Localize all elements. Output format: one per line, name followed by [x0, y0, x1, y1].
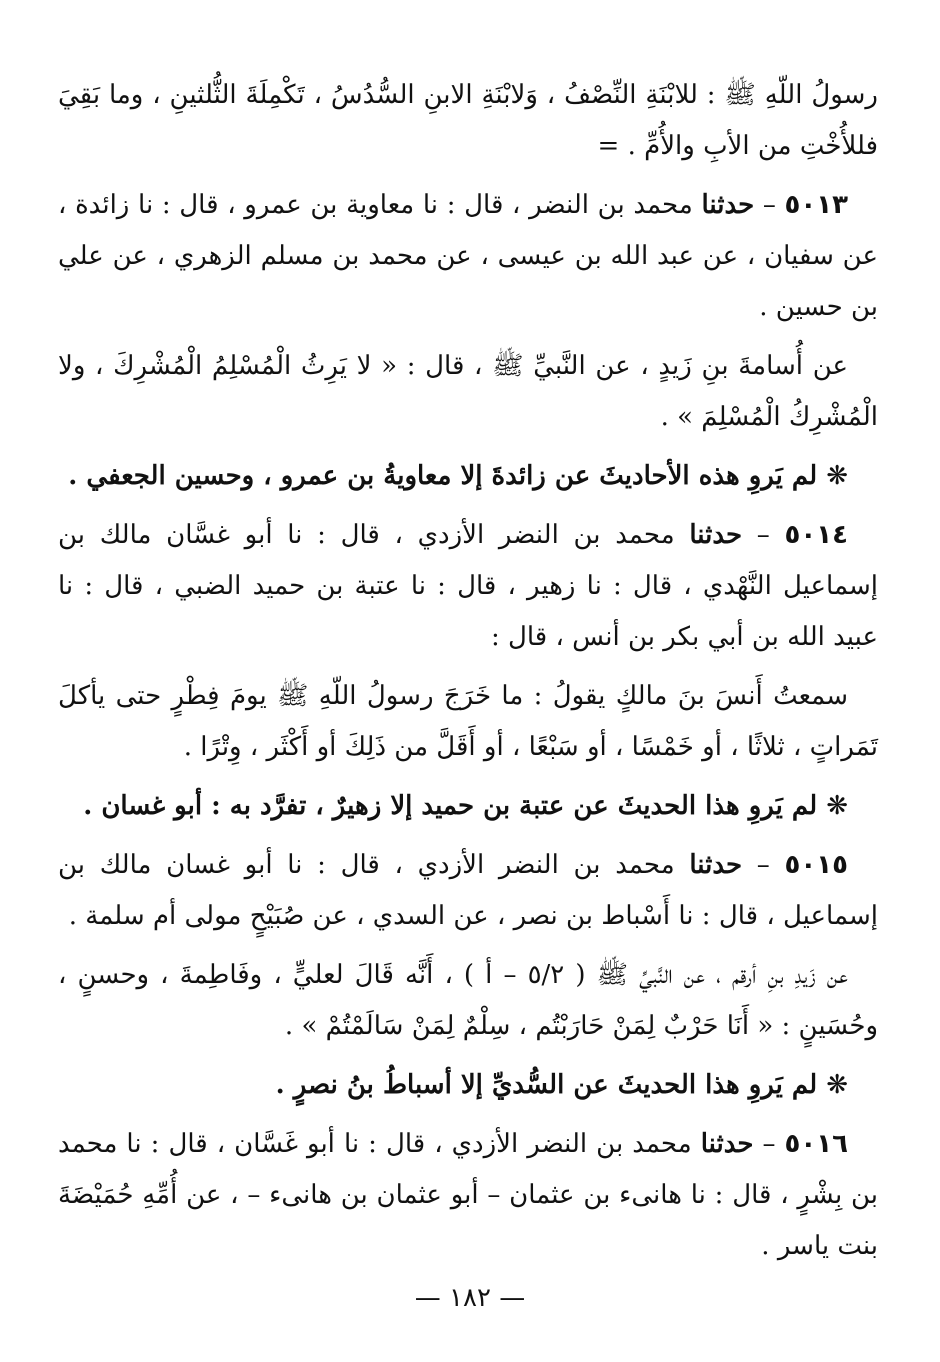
- haddathana-word: حدثنا: [700, 1129, 754, 1159]
- star-icon: ❋: [826, 461, 848, 491]
- hadith-5014-matn: سمعتُ أَنسَ بنَ مالكٍ يقولُ : ما خَرَجَ رسولُ اللّهِ ﷺ يومَ فِطْرٍ حتى يأكلَ تَمَراتٍ ، ثلاثًا ، أو خَمْسًا ، أو سَبْعًا ، أو أَقَلَّ من ذَلِكَ أو أَكْثَر ، وِتْرًا .: [58, 681, 878, 762]
- dash: –: [753, 1129, 785, 1159]
- hadith-5013-matn: عن أُسامةَ بنِ زَيدٍ ، عن النَّبيِّ ﷺ ، قال : « لا يَرِثُ الْمُسْلِمُ الْمُشْرِكَ ، ولا الْمُشْرِكُ الْمُسْلِمَ » .: [58, 351, 878, 432]
- dash: –: [742, 850, 785, 880]
- hadith-5014: [58, 510, 878, 663]
- hadith-number: ٥٠١٥: [784, 850, 848, 880]
- hadith-number: ٥٠١٣: [784, 190, 848, 220]
- hadith-number: ٥٠١٦: [784, 1129, 848, 1159]
- continuation-block: [58, 70, 878, 172]
- hadith-5013-matn-block: [58, 341, 878, 443]
- continuation-text: رسولُ اللّهِ ﷺ : للابْنَةِ النِّصْفُ ، وَلابْنَةِ الابنِ السُّدُسُ ، تَكْمِلَةَ الثُّلثينِ ، وما بَقِيَ فللأُخْتِ من الأبِ والأُمِّ . =: [58, 80, 878, 161]
- haddathana-word: حدثنا: [689, 850, 743, 880]
- dash: –: [742, 520, 785, 550]
- note-text: لم يَروِ هذه الأحاديثَ عن زائدةَ إلا معاويةُ بن عمرو ، وحسين الجعفي .: [68, 461, 827, 491]
- isnad-text: محمد بن النضر الأزدي ، قال : نا أبو غَسَّان ، قال : نا محمد بن بِشْرٍ ، قال : نا هانىء بن عثمان – أبو عثمان بن هانىء – ، عن أُمِّهِ حُمَيْضَةَ بنت ياسر .: [58, 1129, 878, 1261]
- hadith-5014-isnad: [58, 510, 878, 663]
- note-5013: [58, 451, 878, 502]
- page-body: [58, 70, 878, 1280]
- dash: –: [754, 190, 785, 220]
- page-number: — ١٨٢ —: [414, 1283, 526, 1313]
- hadith-5016-isnad: [58, 1119, 878, 1272]
- hadith-5015-matn-block: [58, 950, 878, 1052]
- star-icon: ❋: [826, 791, 848, 821]
- hadith-5015-isnad: [58, 840, 878, 942]
- note-text: لم يَروِ هذا الحديثَ عن السُّديِّ إلا أسباطُ بنُ نصرٍ .: [275, 1070, 827, 1100]
- star-icon: ❋: [826, 1070, 848, 1100]
- hadith-5015: [58, 840, 878, 942]
- isnad-text: محمد بن النضر الأزدي ، قال : نا أبو غسان مالك بن إسماعيل ، قال : نا أَسْباط بن نصر ، عن السدي ، عن صُبَيْحٍ مولى أم سلمة .: [58, 850, 878, 931]
- hadith-5013-isnad: [58, 180, 878, 333]
- hadith-5014-matn-block: [58, 671, 878, 773]
- hadith-5016: [58, 1119, 878, 1272]
- hadith-5013: [58, 180, 878, 333]
- isnad-text: محمد بن النضر الأزدي ، قال : نا أبو غسَّان مالك بن إسماعيل النَّهْدي ، قال : نا زهير ، قال : نا عتبة بن حميد الضبي ، قال : نا عبيد الله بن أبي بكر بن أنس ، قال :: [58, 520, 878, 652]
- isnad-text: محمد بن النضر ، قال : نا معاوية بن عمرو ، قال : نا زائدة ، عن سفيان ، عن عبد الله بن عيسى ، عن محمد بن مسلم الزهري ، عن علي بن حسين .: [58, 190, 878, 322]
- haddathana-word: حدثنا: [701, 190, 755, 220]
- note-5014: [58, 781, 878, 832]
- note-text: لم يَروِ هذا الحديثَ عن عتبة بن حميد إلا زهيرٌ ، تفرَّد به : أبو غسان .: [83, 791, 827, 821]
- haddathana-word: حدثنا: [689, 520, 743, 550]
- note-5015: [58, 1060, 878, 1111]
- hadith-5015-matn: عن زَيدِ بنِ أرقم ، عن النَّبيِّ ﷺ ( ٥/٢ – أ ) ، أَنَّه قَالَ لعليٍّ ، وفَاطِمةَ ، وحسنٍ ، وحُسَينٍ : « أَنَا حَرْبٌ لِمَنْ حَارَبْتُم ، سِلْمٌ لِمَنْ سَالَمْتُمْ » .: [58, 960, 878, 1041]
- hadith-number: ٥٠١٤: [784, 520, 848, 550]
